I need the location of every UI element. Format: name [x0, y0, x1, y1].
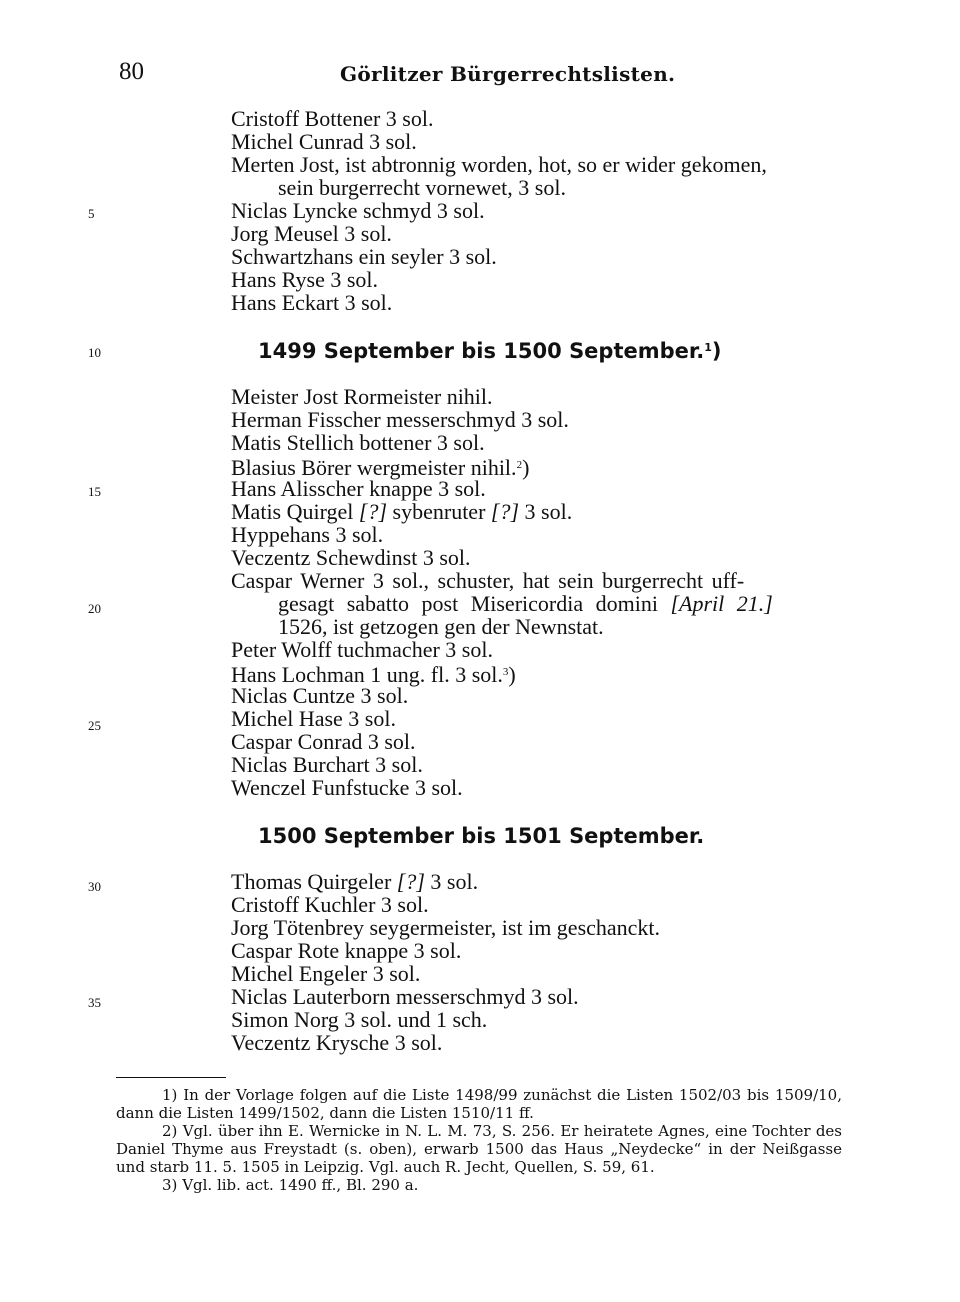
entry-line: Veczentz Krysche 3 sol.	[231, 1030, 443, 1055]
footnotes	[116, 1086, 842, 1194]
footnote: 3) Vgl. lib. act. 1490 ff., Bl. 290 a.	[162, 1176, 419, 1194]
entry-line: Michel Cunrad 3 sol.	[231, 129, 417, 154]
entry-line: Merten Jost, ist abtronnig worden, hot, so er wider gekomen,	[231, 152, 767, 177]
entry-line: Michel Hase 3 sol.	[231, 706, 396, 731]
footnote-rule	[116, 1077, 226, 1078]
entry-line: Caspar Werner 3 sol., schuster, hat sein burgerrecht uff-	[231, 568, 745, 593]
entry-line: Niclas Cuntze 3 sol.	[231, 683, 409, 708]
entry-line: Veczentz Schewdinst 3 sol.	[231, 545, 471, 570]
entry-line: Cristoff Bottener 3 sol.	[231, 106, 434, 131]
entry-line: Hans Ryse 3 sol.	[231, 267, 379, 292]
footnote: 2) Vgl. über ihn E. Wernicke in N. L. M. 73, S. 256. Er heiratete Agnes, eine Tochter des Daniel Thyme aus Freystadt (s. oben), erwarb 1500 das Haus „Neydecke“ in der Neißgasse und starb 11. 5. 1505 in Leipzig. Vgl. auch R. Jecht, Quellen, S. 59, 61.	[116, 1122, 842, 1176]
page-number: 80	[119, 58, 144, 85]
line-number: 35	[88, 995, 101, 1010]
entry-line: Niclas Lauterborn messerschmyd 3 sol.	[231, 984, 579, 1009]
entry-line: Meister Jost Rormeister nihil.	[231, 384, 493, 409]
section-heading: 1499 September bis 1500 September.$^1$)	[258, 339, 722, 363]
entry-line: Niclas Lyncke schmyd 3 sol.	[231, 198, 485, 223]
entry-line: Cristoff Kuchler 3 sol.	[231, 892, 429, 917]
line-number: 10	[88, 345, 101, 360]
footnote: 1) In der Vorlage folgen auf die Liste 1498/99 zunächst die Listen 1502/03 bis 1509/10, dann die Listen 1499/1502, dann die Listen 1510/11 ff.	[116, 1086, 842, 1122]
line-number: 30	[88, 879, 101, 894]
entry-line: Hans Alisscher knappe 3 sol.	[231, 476, 486, 501]
line-number: 20	[88, 601, 101, 616]
line-number: 15	[88, 484, 101, 499]
entry-line: Simon Norg 3 sol. und 1 sch.	[231, 1007, 488, 1032]
entry-line: Herman Fisscher messerschmyd 3 sol.	[231, 407, 569, 432]
entry-continuation: 1526, ist getzogen gen der Newnstat.	[278, 614, 604, 639]
entry-continuation: sein burgerrecht vornewet, 3 sol.	[278, 175, 566, 200]
entry-line: Schwartzhans ein seyler 3 sol.	[231, 244, 497, 269]
entry-continuation: gesagt sabatto post Misericordia domini [April 21.]	[278, 591, 773, 616]
entry-line: Jorg Tötenbrey seygermeister, ist im geschanckt.	[231, 915, 661, 940]
footnote-ref: 2	[516, 459, 523, 471]
entry-line: Hans Eckart 3 sol.	[231, 290, 393, 315]
entry-line: Matis Quirgel [?] sybenruter [?] 3 sol.	[231, 499, 573, 524]
entry-line: Jorg Meusel 3 sol.	[231, 221, 392, 246]
section-heading: 1500 September bis 1501 September.	[258, 824, 705, 848]
entry-line: Caspar Rote knappe 3 sol.	[231, 938, 462, 963]
footnote-ref: 3	[502, 666, 509, 678]
entry-line: Hyppehans 3 sol.	[231, 522, 384, 547]
entry-line: Caspar Conrad 3 sol.	[231, 729, 416, 754]
line-number: 25	[88, 718, 101, 733]
entry-line: Blasius Börer wergmeister nihil.$^2$)	[231, 455, 530, 480]
entry-line: Michel Engeler 3 sol.	[231, 961, 421, 986]
entry-line: Wenczel Funfstucke 3 sol.	[231, 775, 463, 800]
entry-line: Niclas Burchart 3 sol.	[231, 752, 423, 777]
entry-line: Hans Lochman 1 ung. fl. 3 sol.$^3$)	[231, 662, 516, 687]
entry-line: Peter Wolff tuchmacher 3 sol.	[231, 637, 493, 662]
entry-line: Matis Stellich bottener 3 sol.	[231, 430, 485, 455]
line-number: 5	[88, 206, 95, 221]
running-head: Görlitzer Bürgerrechtslisten.	[340, 62, 676, 86]
entry-line: Thomas Quirgeler [?] 3 sol.	[231, 869, 479, 894]
footnote-ref: 1	[704, 341, 712, 354]
